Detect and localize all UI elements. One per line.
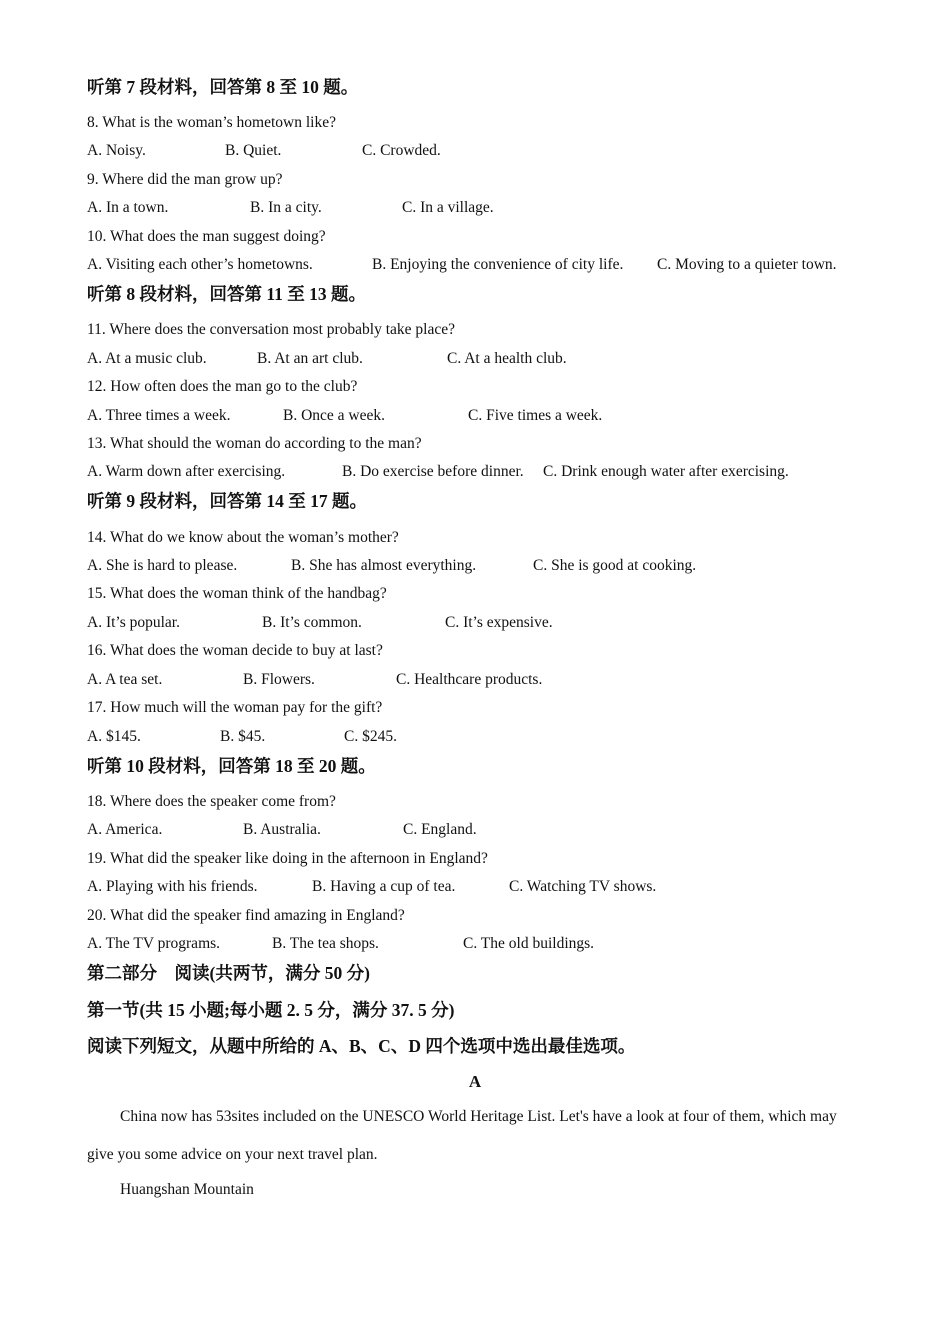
- option-c: C. Watching TV shows.: [509, 878, 657, 895]
- option-b: B. At an art club.: [257, 350, 363, 367]
- option-a: A. It’s popular.: [87, 614, 180, 631]
- option-b: B. The tea shops.: [272, 935, 379, 952]
- option-a: A. Three times a week.: [87, 407, 231, 424]
- question-18: 18. Where does the speaker come from?: [87, 793, 336, 810]
- question-8: 8. What is the woman’s hometown like?: [87, 114, 336, 131]
- option-a: A. $145.: [87, 728, 141, 745]
- option-a: A. Playing with his friends.: [87, 878, 258, 895]
- option-b: B. Flowers.: [243, 671, 315, 688]
- question-12: 12. How often does the man go to the club?: [87, 378, 358, 395]
- option-a: A. America.: [87, 821, 163, 838]
- passage-label: A: [468, 1072, 482, 1091]
- option-c: C. $245.: [344, 728, 397, 745]
- question-10: 10. What does the man suggest doing?: [87, 228, 326, 245]
- option-c: C. In a village.: [402, 199, 494, 216]
- option-c: C. Healthcare products.: [396, 671, 543, 688]
- option-a: A. In a town.: [87, 199, 169, 216]
- option-b: B. Once a week.: [283, 407, 385, 424]
- part2-title: 第二部分 阅读(共两节，满分 50 分): [87, 963, 370, 983]
- option-a: A. At a music club.: [87, 350, 207, 367]
- option-c: C. Crowded.: [362, 142, 441, 159]
- question-9: 9. Where did the man grow up?: [87, 171, 283, 188]
- section-heading-9: 听第 9 段材料，回答第 14 至 17 题。: [87, 491, 367, 511]
- option-a: A. Visiting each other’s hometowns.: [87, 256, 313, 273]
- option-a: A. The TV programs.: [87, 935, 221, 952]
- question-19: 19. What did the speaker like doing in the afternoon in England?: [87, 850, 488, 867]
- option-a: A. She is hard to please.: [87, 557, 238, 574]
- option-a: A. A tea set.: [87, 671, 163, 688]
- passage-subheading: Huangshan Mountain: [120, 1181, 254, 1198]
- question-13: 13. What should the woman do according to the man?: [87, 435, 422, 452]
- option-c: C. England.: [403, 821, 477, 838]
- section-heading-7: 听第 7 段材料，回答第 8 至 10 题。: [87, 77, 359, 97]
- passage-intro: China now has 53sites included on the UNESCO World Heritage List. Let's have a look at four of them, which may give you some advice on your next travel plan.: [87, 1108, 837, 1163]
- option-b: B. $45.: [220, 728, 266, 745]
- option-c: C. The old buildings.: [463, 935, 595, 952]
- option-b: B. Quiet.: [225, 142, 282, 159]
- option-b: B. In a city.: [250, 199, 322, 216]
- question-16: 16. What does the woman decide to buy at last?: [87, 642, 383, 659]
- question-15: 15. What does the woman think of the handbag?: [87, 585, 387, 602]
- section-heading-8: 听第 8 段材料，回答第 11 至 13 题。: [87, 284, 367, 304]
- option-c: C. She is good at cooking.: [533, 557, 697, 574]
- question-17: 17. How much will the woman pay for the gift?: [87, 699, 383, 716]
- option-b: B. Do exercise before dinner.: [342, 463, 524, 480]
- option-b: B. Having a cup of tea.: [312, 878, 456, 895]
- option-c: C. Moving to a quieter town.: [657, 256, 837, 273]
- question-14: 14. What do we know about the woman’s mother?: [87, 529, 399, 546]
- option-c: C. Drink enough water after exercising.: [543, 463, 789, 480]
- option-c: C. At a health club.: [447, 350, 567, 367]
- option-c: C. It’s expensive.: [445, 614, 553, 631]
- section-heading-10: 听第 10 段材料，回答第 18 至 20 题。: [87, 756, 376, 776]
- option-b: B. She has almost everything.: [291, 557, 477, 574]
- question-20: 20. What did the speaker find amazing in England?: [87, 907, 405, 924]
- option-a: A. Warm down after exercising.: [87, 463, 286, 480]
- part2-section1: 第一节(共 15 小题;每小题 2. 5 分，满分 37. 5 分): [87, 1000, 455, 1020]
- option-b: B. Australia.: [243, 821, 321, 838]
- option-b: B. It’s common.: [262, 614, 362, 631]
- option-c: C. Five times a week.: [468, 407, 603, 424]
- part2-instruction: 阅读下列短文，从题中所给的 A、B、C、D 四个选项中选出最佳选项。: [87, 1036, 636, 1056]
- question-11: 11. Where does the conversation most probably take place?: [87, 321, 455, 338]
- option-b: B. Enjoying the convenience of city life.: [372, 256, 624, 273]
- option-a: A. Noisy.: [87, 142, 146, 159]
